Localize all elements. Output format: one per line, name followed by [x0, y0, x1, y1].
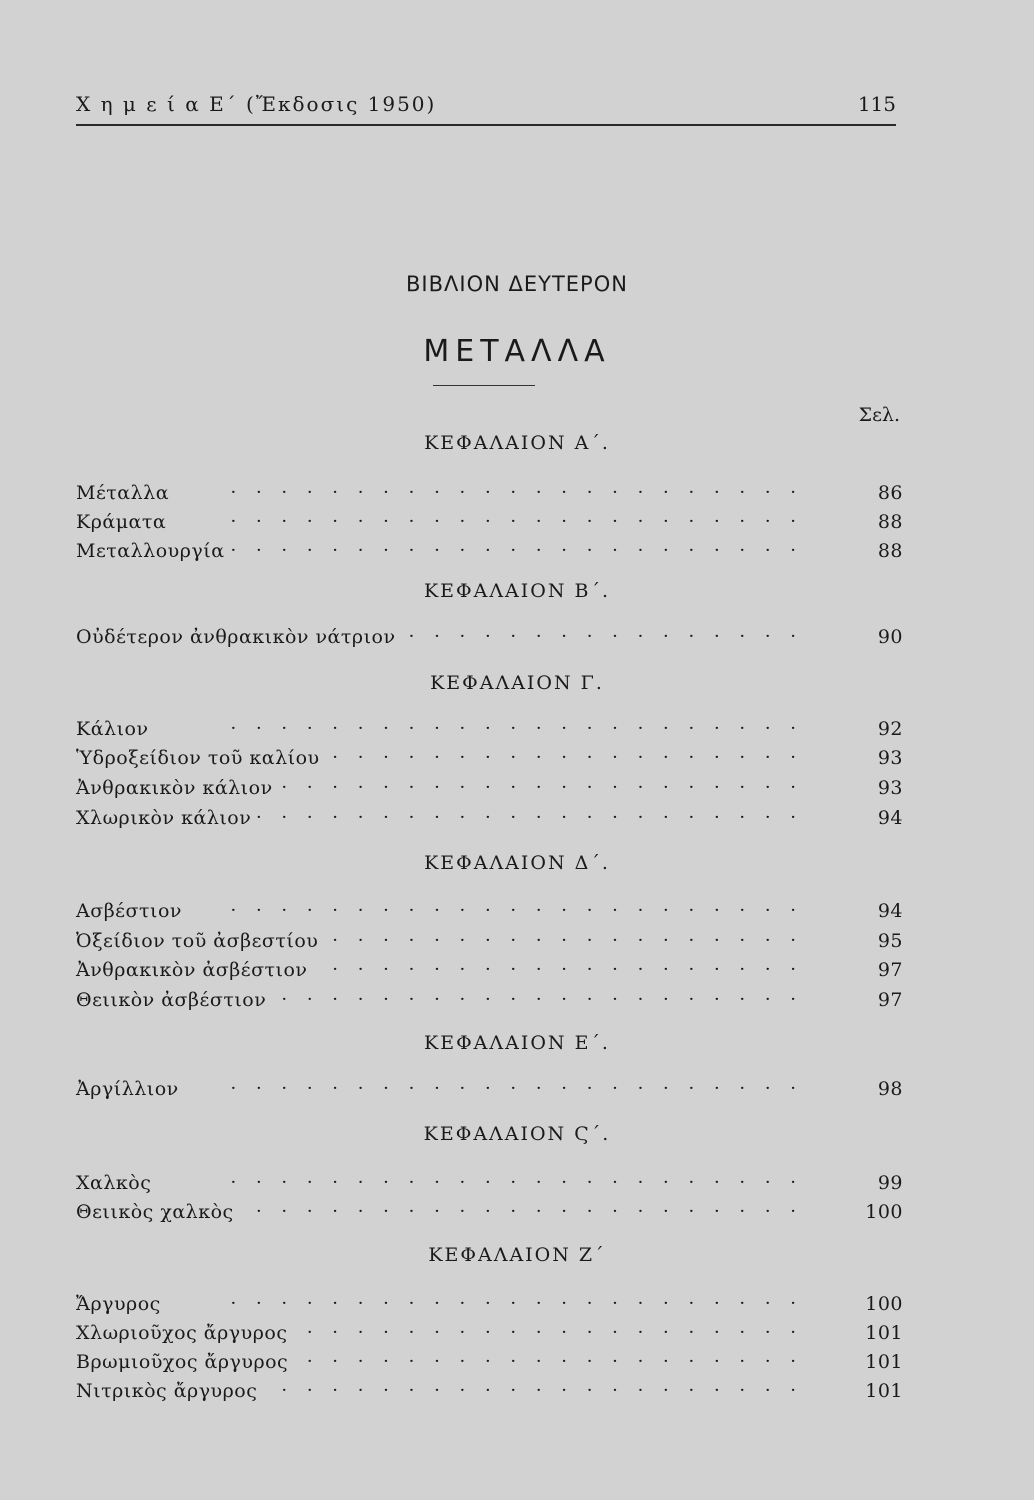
entry-page: 97: [877, 959, 903, 981]
chapter-heading: ΚΕΦΑΛΑΙΟΝ Α΄.: [424, 432, 610, 454]
dot-leader: [213, 1168, 803, 1198]
entry-page: 97: [877, 989, 903, 1011]
entry-page: 101: [865, 1380, 903, 1402]
chapter-heading: ΚΕΦΑΛΑΙΟΝ Δ΄.: [424, 852, 610, 874]
header-rule: [76, 124, 896, 126]
entry-title: Βρωμιοῦχος ἄργυρος: [76, 1347, 294, 1377]
dot-leader: [213, 896, 803, 926]
dot-leader: [213, 1289, 803, 1319]
chapter-heading: ΚΕΦΑΛΑΙΟΝ Β΄.: [423, 580, 611, 602]
entry-page: 95: [877, 930, 903, 952]
entry-page: 88: [877, 540, 903, 562]
toc-entry[interactable]: [76, 1289, 903, 1319]
entry-page: 99: [877, 1172, 903, 1194]
entry-title: Θειικὸς χαλκὸς: [76, 1197, 240, 1227]
toc-entry[interactable]: [76, 1168, 903, 1198]
dot-leader: [213, 803, 803, 833]
entry-page: 100: [865, 1201, 903, 1223]
part-title: ΜΕΤΑΛΛΑ: [423, 334, 611, 369]
toc-entry[interactable]: [76, 743, 903, 773]
chapter-heading: ΚΕΦΑΛΑΙΟΝ Ζ΄: [428, 1244, 606, 1266]
dot-leader: [213, 1376, 803, 1406]
entry-title: Οὐδέτερον ἀνθρακικὸν νάτριον: [76, 622, 402, 652]
entry-page: 93: [877, 777, 903, 799]
page-number: 115: [857, 92, 896, 116]
toc-entry[interactable]: [76, 1347, 903, 1377]
entry-title: Χλωρικὸν κάλιον: [76, 803, 257, 833]
toc-entry[interactable]: [76, 985, 903, 1015]
entry-title: Ασβέστιον: [76, 896, 188, 926]
page-column-label: Σελ.: [858, 404, 900, 426]
entry-title: Ὀξείδιον τοῦ ἀσβεστίου: [76, 926, 324, 956]
entry-title: Χλωριοῦχος ἄργυρος: [76, 1318, 293, 1348]
toc-entry[interactable]: [76, 955, 903, 985]
toc-entry[interactable]: [76, 926, 903, 956]
entry-title: Κάλιον: [76, 714, 155, 744]
entry-title: Θειικὸν ἀσβέστιον: [76, 985, 272, 1015]
title-divider: [433, 385, 535, 386]
dot-leader: [213, 478, 803, 508]
entry-title: Νιτρικὸς ἄργυρος: [76, 1376, 263, 1406]
entry-title: Κράματα: [76, 507, 172, 537]
entry-title: Μέταλλα: [76, 478, 175, 508]
toc-entry[interactable]: [76, 1197, 903, 1227]
chapter-heading: ΚΕΦΑΛΑΙΟΝ Γ.: [430, 672, 604, 694]
entry-title: Ἀνθρακικὸν κάλιον: [76, 773, 279, 803]
toc-entry[interactable]: [76, 896, 903, 926]
book-title: ΒΙΒΛΙΟΝ ΔΕΥΤΕΡΟΝ: [406, 272, 628, 296]
running-head: [76, 92, 896, 126]
entry-page: 98: [877, 1078, 903, 1100]
entry-page: 100: [865, 1293, 903, 1315]
entry-title: Μεταλλουργία: [76, 536, 231, 566]
entry-page: 90: [877, 626, 903, 648]
chapter-heading: ΚΕΦΑΛΑΙΟΝ Ε΄.: [424, 1032, 610, 1054]
entry-page: 88: [877, 511, 903, 533]
dot-leader: [213, 1197, 803, 1227]
toc-entry[interactable]: [76, 803, 903, 833]
toc-entry[interactable]: [76, 622, 903, 652]
toc-entry[interactable]: [76, 1074, 903, 1104]
entry-page: 94: [877, 900, 903, 922]
entry-page: 94: [877, 807, 903, 829]
dot-leader: [213, 714, 803, 744]
toc-entry[interactable]: [76, 1376, 903, 1406]
toc-entry[interactable]: [76, 773, 903, 803]
entry-page: 86: [877, 482, 903, 504]
running-title: Χ η μ ε ί α Ε΄ (Ἔκδοσις 1950): [76, 92, 437, 116]
entry-page: 101: [865, 1322, 903, 1344]
dot-leader: [213, 1347, 803, 1377]
dot-leader: [213, 1318, 803, 1348]
toc-entry[interactable]: [76, 1318, 903, 1348]
toc-entry[interactable]: [76, 536, 903, 566]
chapter-heading: ΚΕΦΑΛΑΙΟΝ Ϛ΄.: [423, 1123, 611, 1145]
entry-title: Ὑδροξείδιον τοῦ καλίου: [76, 743, 326, 773]
entry-title: Ἀνθρακικὸν ἀσβέστιον: [76, 955, 314, 985]
entry-title: Χαλκὸς: [76, 1168, 157, 1198]
entry-page: 93: [877, 747, 903, 769]
dot-leader: [213, 536, 803, 566]
dot-leader: [213, 1074, 803, 1104]
dot-leader: [213, 507, 803, 537]
entry-page: 92: [877, 718, 903, 740]
entry-title: Ἄργυρος: [76, 1289, 167, 1319]
toc-entry[interactable]: [76, 714, 903, 744]
toc-entry[interactable]: [76, 478, 903, 508]
toc-entry[interactable]: [76, 507, 903, 537]
entry-page: 101: [865, 1351, 903, 1373]
dot-leader: [213, 773, 803, 803]
dot-leader: [213, 985, 803, 1015]
entry-title: Ἀργίλλιον: [76, 1074, 185, 1104]
